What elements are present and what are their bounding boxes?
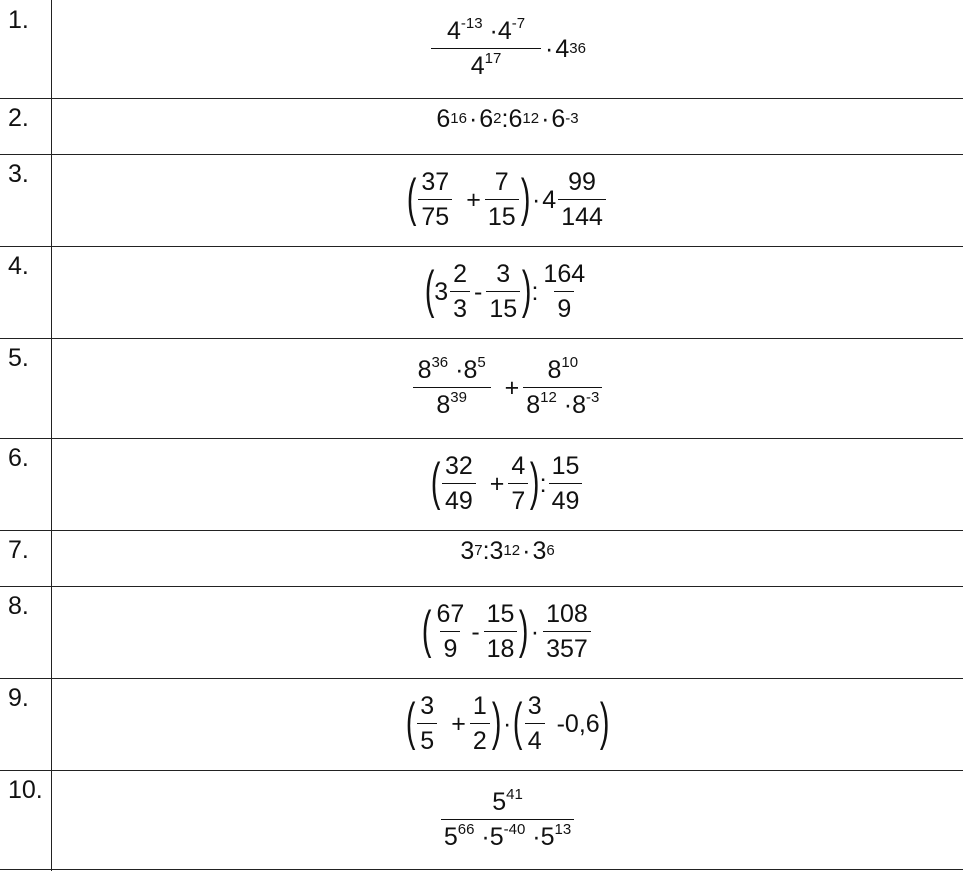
row-number: 8.	[8, 592, 29, 620]
row-number: 3.	[8, 160, 29, 188]
expression-7: 3 7 : 3 12 · 3 6	[460, 536, 555, 565]
expression-10: $\frac{5^{41}}{5^{66} \cdot 5^{-40} \cdot 5^{13}}$	[52, 770, 963, 869]
row-number: 10.	[8, 776, 43, 804]
row-number: 7.	[8, 536, 29, 564]
fraction: $\frac{4^{-13} \cdot 4^{-7}}{4^{17}}$	[431, 17, 541, 81]
row-number: 4.	[8, 252, 29, 280]
expression-1: $\frac{4^{-13} \cdot 4^{-7}}{4^{17}}$ · 4 36	[52, 0, 963, 98]
expression-3: ( $\frac{37}{75}$ + $\frac{7}{15}$ ) · 4 $\frac{99}{144}$	[52, 154, 963, 246]
expression-6: ( $\frac{32}{49}$ + $\frac{4}{7}$ ) : $\frac{15}{49}$	[52, 438, 963, 530]
expression-8: ( $\frac{67}{9}$ - $\frac{15}{18}$ ) · $\frac{108}{357}$	[52, 586, 963, 678]
row-number: 2.	[8, 104, 29, 132]
row-number: 5.	[8, 344, 29, 372]
row-divider	[0, 869, 963, 870]
expression-5: $\frac{8^{36} \cdot 8^5}{8^{39}}$ + $\frac{8^{10}}{8^{12} \cdot 8^{-3}}$	[52, 338, 963, 438]
expression-4: ( 3 $\frac{2}{3}$ - $\frac{3}{15}$ ) : $\frac{164}{9}$	[424, 260, 586, 323]
expression-2: 6 16 · 6 2 : 6 12 · 6 -3	[436, 104, 579, 133]
row-number: 6.	[8, 444, 29, 472]
row-number: 9.	[8, 684, 29, 712]
expression-9: ( $\frac{3}{5}$ + $\frac{1}{2}$ ) · ( $\frac{3}{4}$ -0,6 )	[405, 692, 610, 755]
row-number: 1.	[8, 6, 29, 34]
